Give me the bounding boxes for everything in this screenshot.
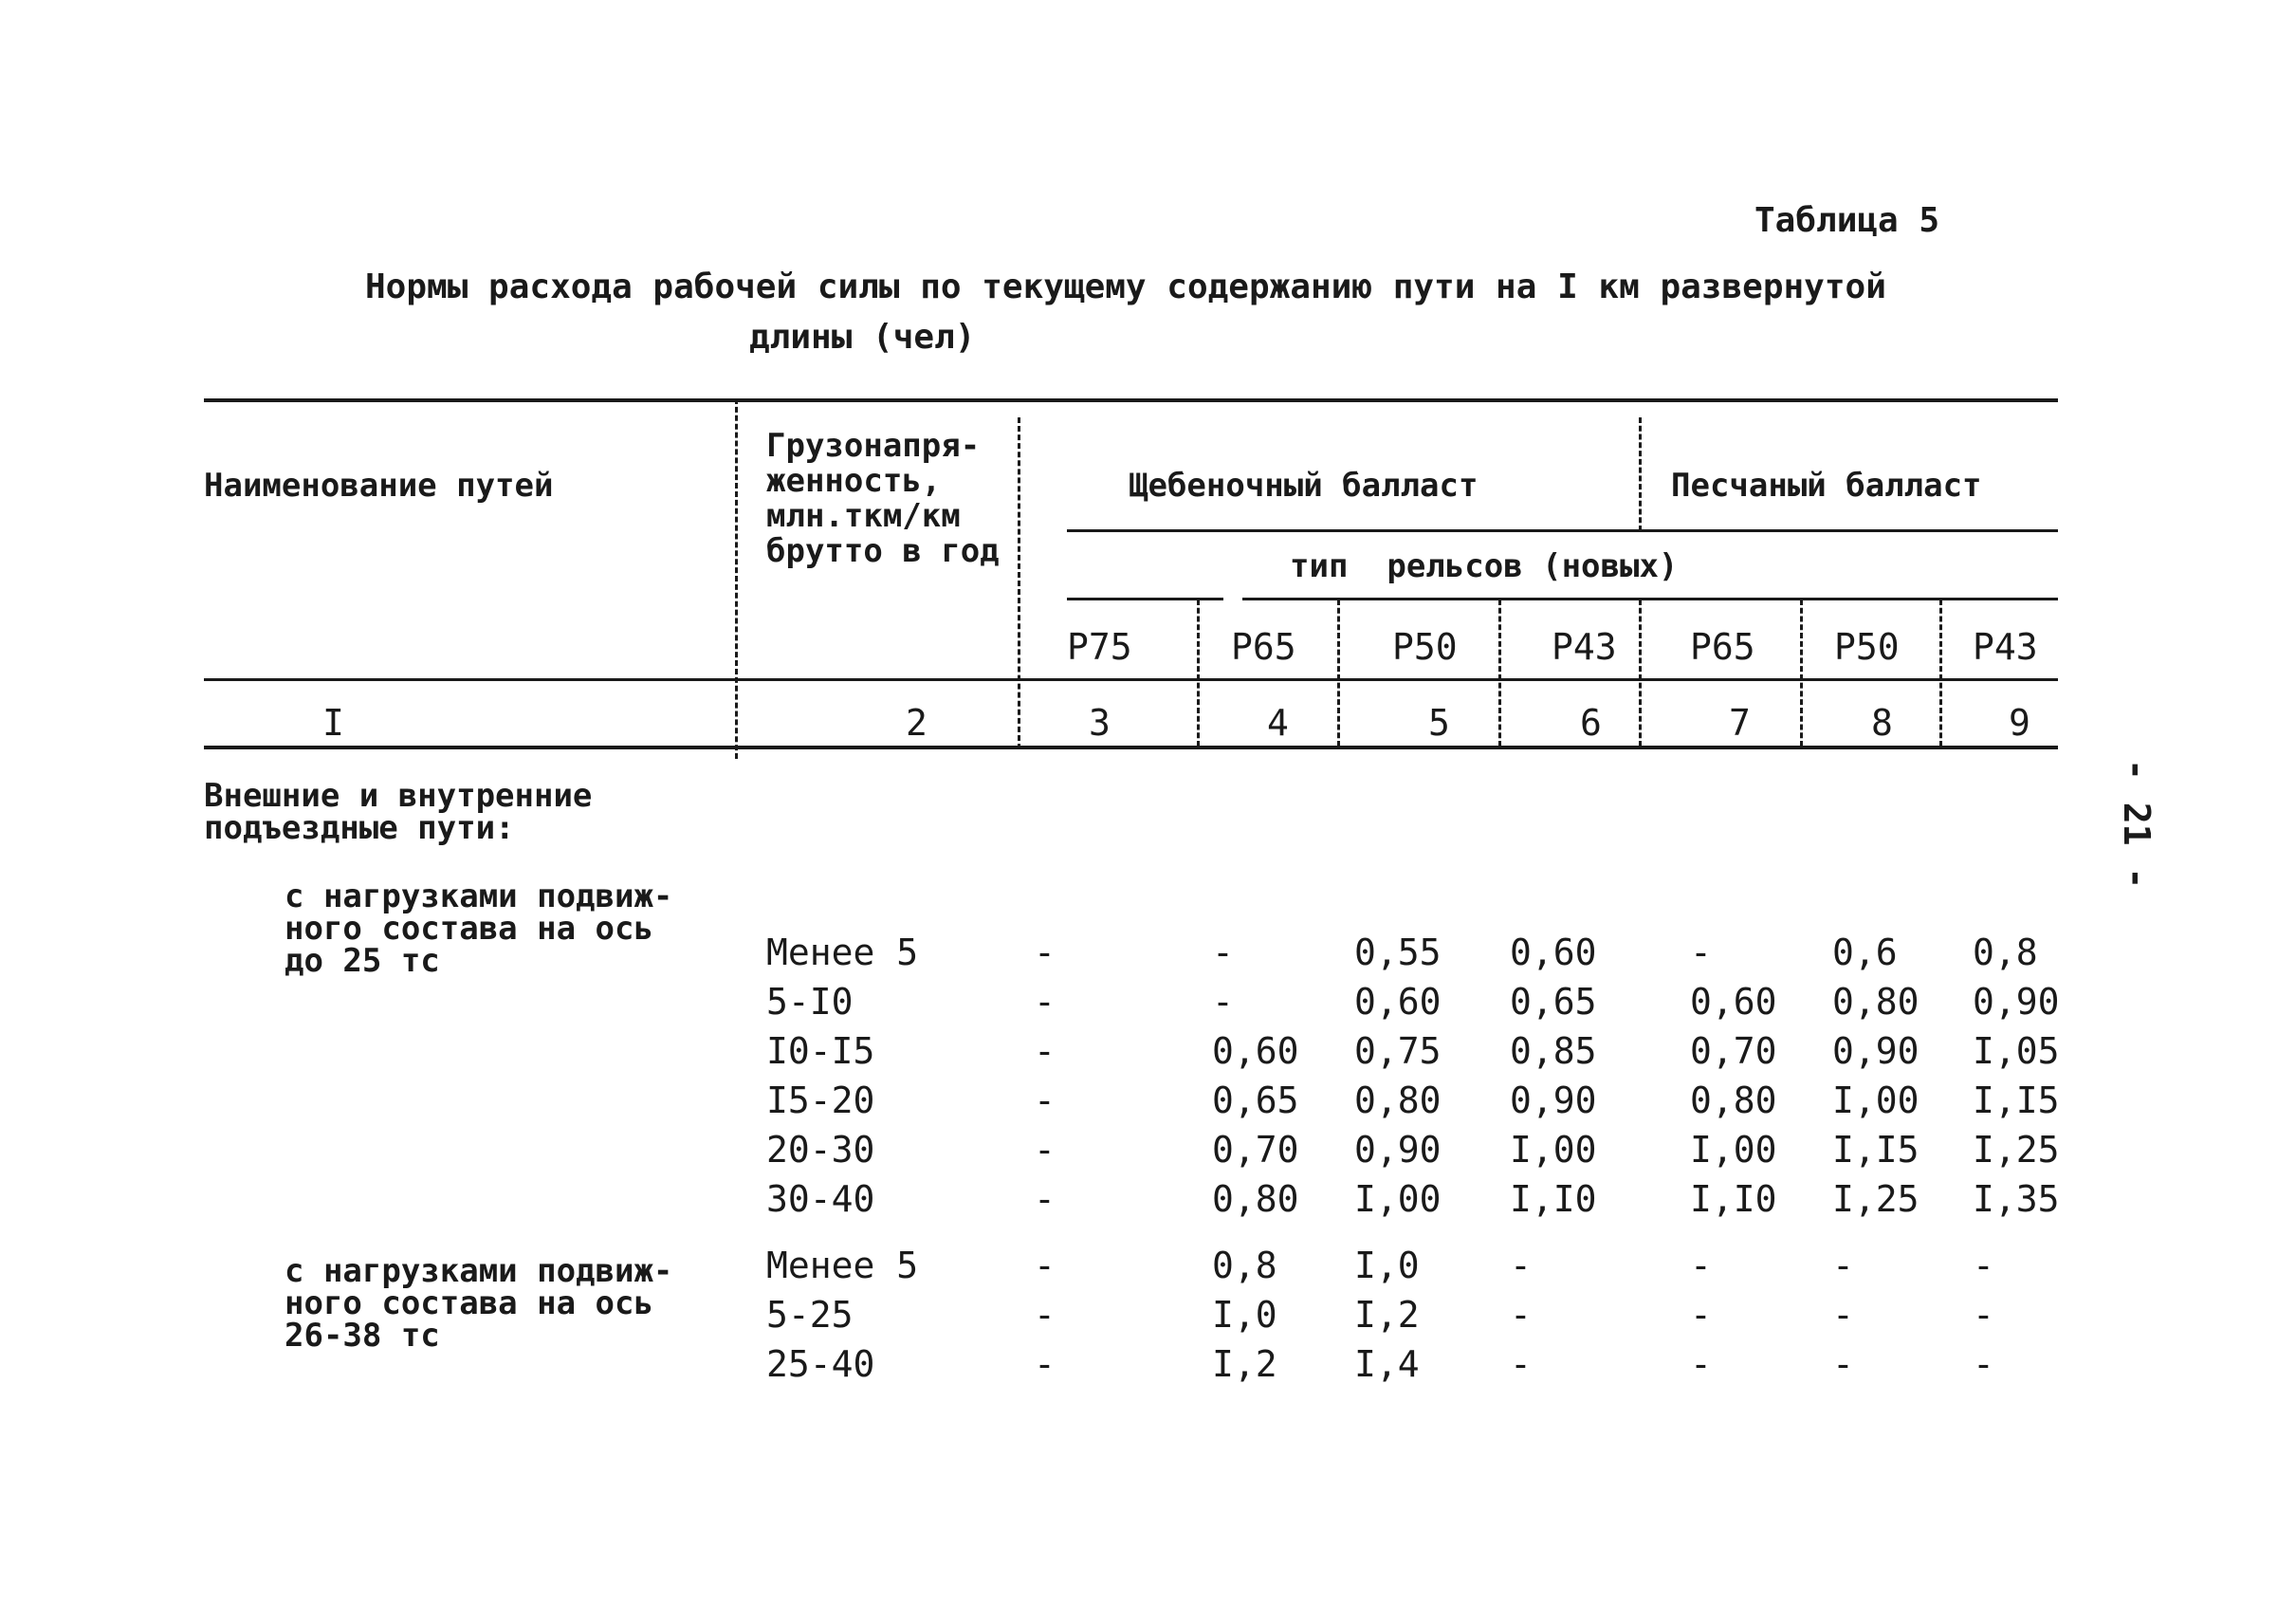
norm-value: 0,6 — [1832, 932, 1898, 973]
norm-value: 0,80 — [1832, 981, 1919, 1023]
norm-value: I,05 — [1973, 1030, 2060, 1072]
norm-value: I,I5 — [1832, 1129, 1919, 1171]
group1-label-line2: ного состава на ось — [285, 910, 653, 948]
norm-value: - — [1034, 932, 1056, 973]
column-number: 5 — [1428, 702, 1450, 744]
norm-value: - — [1034, 1030, 1056, 1072]
col-separator — [1639, 417, 1642, 531]
traffic-value: 20-30 — [766, 1129, 875, 1171]
group1-label-line3: до 25 тс — [285, 942, 440, 980]
column-number: 8 — [1871, 702, 1893, 744]
rail-type-label: Р50 — [1392, 626, 1458, 668]
header-traffic-2: женность, — [766, 462, 942, 500]
col-separator — [1639, 600, 1642, 747]
norm-value: - — [1973, 1343, 1994, 1385]
page-number: - 21 - — [2116, 759, 2158, 890]
column-number-rule — [204, 746, 2058, 749]
table-title-line2: длины (чел) — [749, 318, 976, 357]
col-separator — [735, 398, 738, 759]
norm-value: - — [1034, 981, 1056, 1023]
col-separator — [1197, 600, 1200, 747]
norm-value: I,25 — [1832, 1178, 1919, 1220]
norm-value: 0,80 — [1690, 1080, 1777, 1121]
norm-value: I,25 — [1973, 1129, 2060, 1171]
norm-value: I,0 — [1212, 1294, 1277, 1336]
norm-value: 0,90 — [1973, 981, 2060, 1023]
norm-value: 0,60 — [1690, 981, 1777, 1023]
column-number: 2 — [906, 702, 928, 744]
norm-value: I,I0 — [1690, 1178, 1777, 1220]
norm-value: 0,55 — [1354, 932, 1442, 973]
norm-value: I,00 — [1510, 1129, 1597, 1171]
norm-value: - — [1034, 1245, 1056, 1286]
rail-type-label: Р75 — [1067, 626, 1132, 668]
traffic-value: 5-25 — [766, 1294, 854, 1336]
norm-value: - — [1510, 1245, 1532, 1286]
rail-type-label: Р65 — [1690, 626, 1755, 668]
norm-value: 0,90 — [1832, 1030, 1919, 1072]
norm-value: 0,8 — [1973, 932, 2038, 973]
traffic-value: 25-40 — [766, 1343, 875, 1385]
norm-value: 0,80 — [1212, 1178, 1299, 1220]
header-crushed-ballast: Щебеночный балласт — [1129, 467, 1479, 505]
traffic-value: I5-20 — [766, 1080, 875, 1121]
rail-type-rule-left — [1067, 598, 1223, 600]
group2-label-line2: ного состава на ось — [285, 1284, 653, 1322]
norm-value: - — [1034, 1294, 1056, 1336]
norm-value: 0,70 — [1690, 1030, 1777, 1072]
norm-value: 0,60 — [1212, 1030, 1299, 1072]
traffic-value: 30-40 — [766, 1178, 875, 1220]
col-separator — [1939, 600, 1942, 747]
rail-type-label: Р43 — [1973, 626, 2038, 668]
norm-value: I,0 — [1354, 1245, 1420, 1286]
norm-value: 0,70 — [1212, 1129, 1299, 1171]
section-heading-line1: Внешние и внутренние — [204, 777, 593, 815]
norm-value: I,00 — [1354, 1178, 1442, 1220]
norm-value: 0,80 — [1354, 1080, 1442, 1121]
norm-value: - — [1510, 1294, 1532, 1336]
rail-type-label: Р50 — [1834, 626, 1900, 668]
norm-value: I,00 — [1832, 1080, 1919, 1121]
traffic-value: Менее 5 — [766, 1245, 919, 1286]
norm-value: - — [1034, 1080, 1056, 1121]
norm-value: 0,90 — [1354, 1129, 1442, 1171]
norm-value: 0,65 — [1212, 1080, 1299, 1121]
table-title-line1: Нормы расхода рабочей силы по текущему содержанию пути на I км развернутой — [365, 268, 1886, 306]
column-number: 3 — [1089, 702, 1111, 744]
header-sand-ballast: Песчаный балласт — [1671, 467, 1982, 505]
traffic-value: Менее 5 — [766, 932, 919, 973]
norm-value: - — [1832, 1343, 1854, 1385]
norm-value: - — [1034, 1129, 1056, 1171]
column-number: I — [322, 702, 344, 744]
norm-value: 0,60 — [1510, 932, 1597, 973]
rail-type-label: Р43 — [1552, 626, 1617, 668]
norm-value: - — [1690, 1294, 1712, 1336]
norm-value: - — [1034, 1343, 1056, 1385]
group-divider-rule — [1067, 529, 2058, 532]
norm-value: 0,75 — [1354, 1030, 1442, 1072]
rail-type-label: Р65 — [1231, 626, 1296, 668]
header-rail-types: тип рельсов (новых) — [1290, 547, 1679, 585]
norm-value: 0,8 — [1212, 1245, 1277, 1286]
norm-value: - — [1212, 981, 1234, 1023]
column-number: 6 — [1580, 702, 1602, 744]
traffic-value: 5-I0 — [766, 981, 854, 1023]
column-number: 4 — [1267, 702, 1289, 744]
norm-value: I,2 — [1212, 1343, 1277, 1385]
header-traffic-4: брутто в год — [766, 532, 1000, 570]
section-heading-line2: подъездные пути: — [204, 809, 515, 847]
norm-value: - — [1510, 1343, 1532, 1385]
norm-value: I,00 — [1690, 1129, 1777, 1171]
norm-value: - — [1973, 1294, 1994, 1336]
column-number: 9 — [2009, 702, 2030, 744]
norm-value: - — [1690, 932, 1712, 973]
norm-value: I,4 — [1354, 1343, 1420, 1385]
traffic-value: I0-I5 — [766, 1030, 875, 1072]
col-separator — [1498, 600, 1501, 747]
norm-value: I,I5 — [1973, 1080, 2060, 1121]
norm-value: - — [1690, 1343, 1712, 1385]
norm-value: - — [1034, 1178, 1056, 1220]
norm-value: - — [1973, 1245, 1994, 1286]
norm-value: 0,85 — [1510, 1030, 1597, 1072]
norm-value: I,35 — [1973, 1178, 2060, 1220]
norm-value: - — [1832, 1245, 1854, 1286]
norm-value: 0,65 — [1510, 981, 1597, 1023]
group1-label-line1: с нагрузками подвиж- — [285, 877, 673, 915]
norm-value: 0,90 — [1510, 1080, 1597, 1121]
col-separator — [1800, 600, 1803, 747]
group2-label-line3: 26-38 тс — [285, 1317, 440, 1355]
column-number: 7 — [1729, 702, 1751, 744]
header-traffic-3: млн.ткм/км — [766, 497, 961, 535]
col-separator — [1337, 600, 1340, 747]
norm-value: - — [1832, 1294, 1854, 1336]
norm-value: - — [1212, 932, 1234, 973]
header-traffic-1: Грузонапря- — [766, 427, 981, 465]
table-caption: Таблица 5 — [1754, 201, 1940, 240]
norm-value: I,2 — [1354, 1294, 1420, 1336]
norm-value: - — [1690, 1245, 1712, 1286]
header-bottom-rule — [204, 678, 2058, 681]
col-separator — [1018, 417, 1020, 749]
header-route-name: Наименование путей — [204, 467, 554, 505]
norm-value: I,I0 — [1510, 1178, 1597, 1220]
rail-type-rule-right — [1242, 598, 2058, 600]
group2-label-line1: с нагрузками подвиж- — [285, 1252, 673, 1290]
norm-value: 0,60 — [1354, 981, 1442, 1023]
table-top-rule — [204, 398, 2058, 402]
